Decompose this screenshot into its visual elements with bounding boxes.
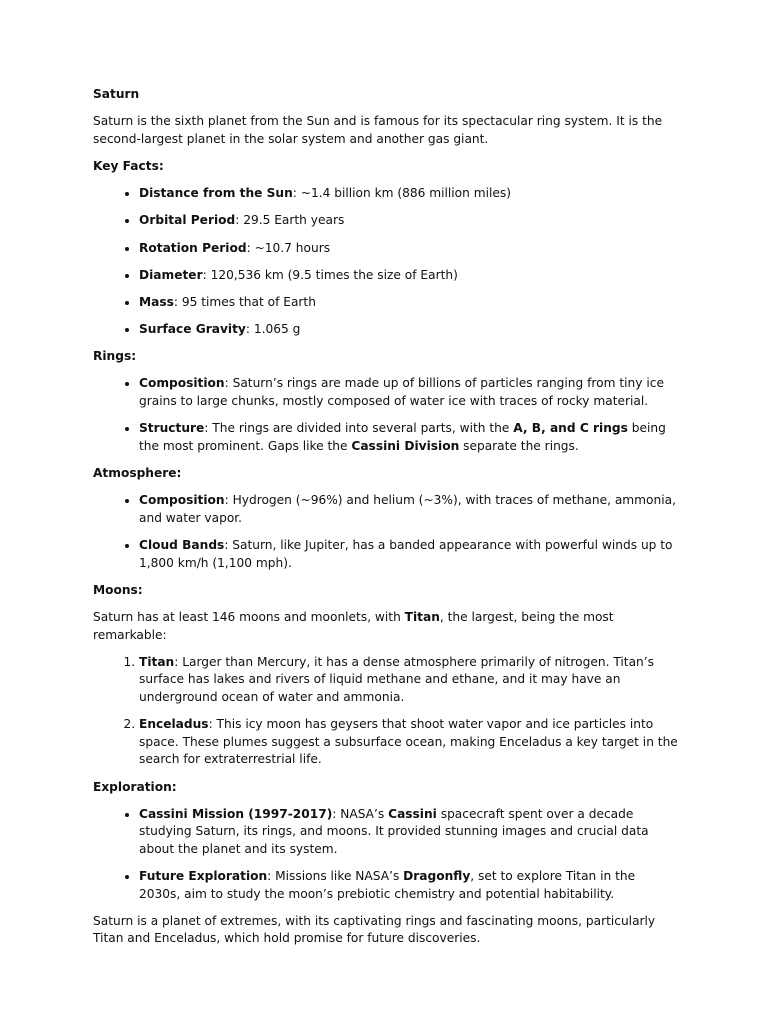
fact-label: Rotation Period [139,240,247,255]
list-item [139,267,678,285]
exploration-heading: Exploration: [93,779,177,794]
document-page [93,86,678,958]
atmosphere-label: Cloud Bands [139,538,225,552]
moon-label: Titan [139,654,175,669]
moon-text: : This icy moon has geysers that shoot water vapor and ice particles into space. These plumes suggest a subsurface ocean, making Enceladus a key target in the search for extraterrestrial life. [139,717,678,767]
atmosphere-heading: Atmosphere: [93,466,182,481]
list-item [139,185,678,203]
fact-label: Distance from the Sun [139,186,293,201]
rings-composition-label: Composition [139,376,225,391]
list-item [139,868,678,903]
rings-structure-label: Structure [139,421,205,436]
fact-text: : ~10.7 hours [246,240,331,255]
rings-structure-text: being the most prominent. Gaps like the [139,421,666,453]
cassini-mission-label: Cassini Mission (1997-2017) [139,806,333,821]
list-item [139,294,678,312]
moons-heading: Moons: [93,582,143,597]
rings-composition-text: : Saturn’s rings are made up of billions of particles ranging from tiny ice grains to large chunks, mostly composed of water ice with traces of rocky material. [139,376,664,409]
exploration-text: : NASA’s [332,806,389,821]
cassini-division-bold: Cassini Division [351,438,460,453]
document-title: Saturn [93,87,140,101]
titan-bold: Titan [404,609,440,624]
key-facts-heading: Key Facts: [93,158,164,173]
atmosphere-label: Composition [139,493,225,508]
list-item [139,240,678,258]
moons-intro-text: Saturn has at least 146 moons and moonlets, with [93,609,405,624]
dragonfly-bold: Dragonfly [403,869,471,884]
moons-intro [93,609,678,644]
fact-text: : 29.5 Earth years [235,213,345,228]
exploration-text: spacecraft spent over a decade studying Saturn, its rings, and moons. It provided stunning images and crucial data about the planet and its system. [139,806,649,856]
atmosphere-text: : Hydrogen (~96%) and helium (~3%), with traces of methane, ammonia, and water vapor. [139,493,676,525]
list-item [139,212,678,230]
fact-text: : ~1.4 billion km (886 million miles) [292,186,511,201]
atmosphere-list [93,492,678,572]
fact-label: Diameter [139,267,203,282]
list-item [139,321,678,339]
fact-label: Mass [139,294,174,309]
fact-label: Surface Gravity [139,322,246,337]
future-exploration-label: Future Exploration [139,869,268,884]
list-item [139,420,678,455]
rings-structure-text: : The rings are divided into several parts, with the [204,421,514,436]
cassini-bold: Cassini [388,806,437,821]
exploration-list [93,806,678,904]
moon-text: : Larger than Mercury, it has a dense atmosphere primarily of nitrogen. Titan’s surface has lakes and rivers of liquid methane and ethane, and it may have an underground ocean of water and ammonia. [139,654,654,704]
intro-paragraph: Saturn is the sixth planet from the Sun and is famous for its spectacular ring system. It is the second-largest planet in the solar system and another gas giant. [93,114,663,146]
rings-heading: Rings: [93,349,137,364]
list-item [139,716,678,769]
atmosphere-text: : Saturn, like Jupiter, has a banded appearance with powerful winds up to 1,800 km/h (1,100 mph). [139,538,673,570]
exploration-text: : Missions like NASA’s [267,869,404,884]
fact-text: : 95 times that of Earth [173,294,316,309]
list-item [139,654,678,707]
rings-structure-text: separate the rings. [459,438,579,453]
list-item [139,375,678,410]
list-item [139,537,678,572]
key-facts-list [93,185,678,339]
rings-structure-bold: A, B, and C rings [513,421,628,436]
conclusion-paragraph: Saturn is a planet of extremes, with its captivating rings and fascinating moons, particularly Titan and Enceladus, which hold promise for future discoveries. [93,913,656,946]
list-item [139,806,678,859]
list-item [139,492,678,527]
fact-text: : 1.065 g [245,322,301,337]
moons-list [93,654,678,769]
exploration-text: , set to explore Titan in the 2030s, aim to study the moon’s prebiotic chemistry and potential habitability. [139,869,636,901]
fact-text: : 120,536 km (9.5 times the size of Earth) [202,267,458,282]
fact-label: Orbital Period [139,213,236,228]
moon-label: Enceladus [139,717,209,732]
rings-list [93,375,678,455]
moons-intro-text: , the largest, being the most remarkable: [93,609,614,642]
